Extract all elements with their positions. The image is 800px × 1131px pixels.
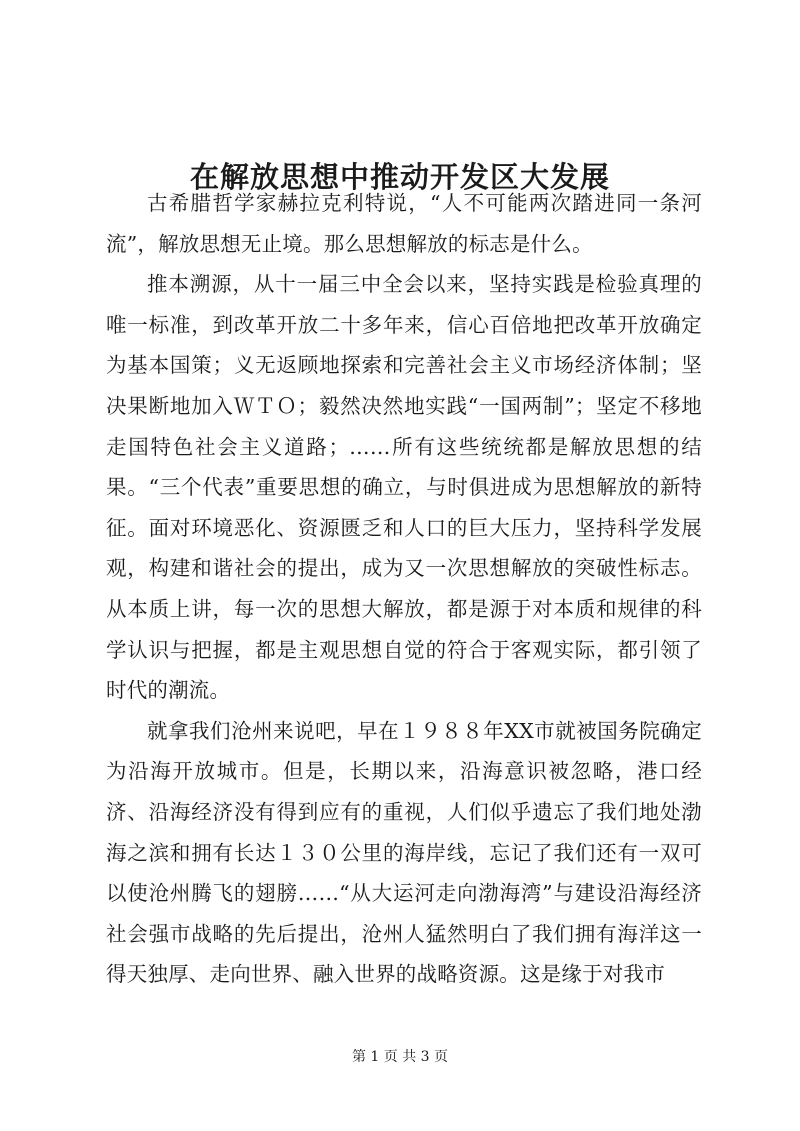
paragraph-1: 古希腊哲学家赫拉克利特说，“人不可能两次踏进同一条河流”，解放思想无止境。那么思想解放的标志是什么。 bbox=[106, 191, 702, 256]
document-body bbox=[106, 183, 702, 995]
page-number-footer: 第 1 页 共 3 页 bbox=[351, 1049, 449, 1065]
paragraph-2: 推本溯源，从十一届三中全会以来，坚持实践是检验真理的唯一标准，到改革开放二十多年来，信心百倍地把改革开放确定为基本国策；义无返顾地探索和完善社会主义市场经济体制；坚决果断地加入ＷＴＯ；毅然决然地实践“一国两制”；坚定不移地走国特色社会主义道路；……所有这些统统都是解放思想的结果。“三个代表”重要思想的确立，与时俱进成为思想解放的新特征。面对环境恶化、资源匮乏和人口的巨大压力，坚持科学发展观，构建和谐社会的提出，成为又一次思想解放的突破性标志。从本质上讲，每一次的思想大解放，都是源于对本质和规律的科学认识与把握，都是主观思想自觉的符合于客观实际，都引领了时代的潮流。 bbox=[106, 272, 702, 703]
document-title: 在解放思想中推动开发区大发展 bbox=[189, 160, 610, 195]
paragraph-3: 就拿我们沧州来说吧，早在１９８８年XX市就被国务院确定为沿海开放城市。但是，长期以来，沿海意识被忽略，港口经济、沿海经济没有得到应有的重视，人们似乎遗忘了我们地处渤海之滨和拥有长达１３０公里的海岸线，忘记了我们还有一双可以使沧州腾飞的翅膀……“从大运河走向渤海湾”与建设沿海经济社会强市战略的先后提出，沧州人猛然明白了我们拥有海洋这一得天独厚、走向世界、融入世界的战略资源。这是缘于对我市 bbox=[106, 718, 702, 987]
